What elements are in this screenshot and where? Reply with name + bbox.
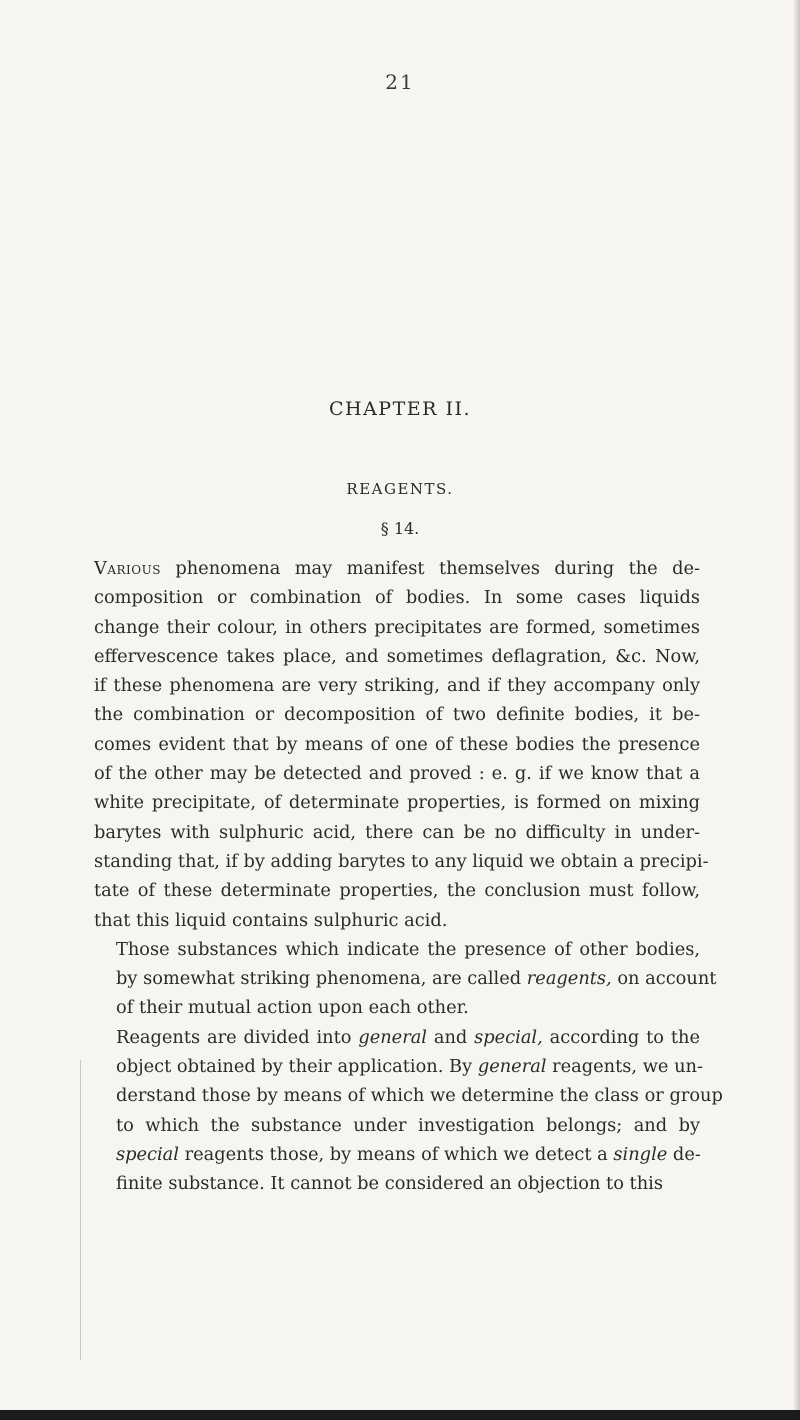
lead-word: Various [94, 558, 161, 579]
text-line: composition or combination of bodies. In some cases liquids [94, 587, 700, 609]
paragraph-1 [94, 554, 709, 935]
text-line: barytes with sulphuric acid, there can be no difficulty in under- [94, 821, 700, 843]
text-line: tate of these determinate properties, the conclusion must follow, [94, 880, 700, 902]
text-line: derstand those by means of which we determine the class or group [116, 1085, 723, 1107]
term-general: general [477, 1056, 547, 1078]
text-line: special reagents those, by means of which we detect a single de- [116, 1143, 701, 1165]
text-line: to which the substance under investigation belongs; and by [116, 1114, 700, 1136]
text-line: object obtained by their application. By general reagents, we un- [116, 1056, 703, 1078]
text-line: that this liquid contains sulphuric acid. [94, 909, 448, 931]
text-line: Reagents are divided into general and special, according to the [116, 1026, 700, 1048]
section-number: § 14. [380, 519, 420, 538]
paragraph-2 [94, 935, 717, 1023]
text-line: change their colour, in others precipitates are formed, sometimes [94, 616, 700, 638]
term-general: general [358, 1026, 427, 1048]
text-line: of the other may be detected and proved : e. g. if we know that a [94, 763, 700, 785]
term-special: special, [474, 1026, 543, 1048]
text-line: Various phenomena may manifest themselves during the de- [94, 558, 700, 579]
scan-bottom-edge [0, 1410, 800, 1420]
text-line: effervescence takes place, and sometimes deflagration, &c. Now, [94, 645, 700, 667]
text-line: of their mutual action upon each other. [116, 997, 469, 1019]
text-line: Those substances which indicate the presence of other bodies, [116, 938, 700, 960]
text-line: the combination or decomposition of two definite bodies, it be- [94, 704, 700, 726]
chapter-title: CHAPTER II. [328, 398, 472, 420]
term-reagents: reagents, [526, 968, 612, 990]
text-line: standing that, if by adding barytes to any liquid we obtain a precipi- [94, 850, 709, 872]
text-line: by somewhat striking phenomena, are called reagents, on account [116, 968, 717, 990]
section-title: REAGENTS. [346, 480, 454, 498]
text-line: white precipitate, of determinate properties, is formed on mixing [94, 792, 700, 814]
paragraph-3 [94, 1023, 723, 1199]
text-line: finite substance. It cannot be considered an objection to this [116, 1173, 663, 1195]
term-single: single [613, 1143, 668, 1165]
term-special: special [116, 1143, 179, 1165]
body-text [94, 554, 723, 1199]
binding-margin-line [80, 1060, 85, 1360]
page-number: 21 [385, 70, 415, 94]
text-line: comes evident that by means of one of these bodies the presence [94, 733, 700, 755]
page-edge-shadow [794, 0, 800, 1410]
text-line: if these phenomena are very striking, and if they accompany only [94, 675, 700, 697]
